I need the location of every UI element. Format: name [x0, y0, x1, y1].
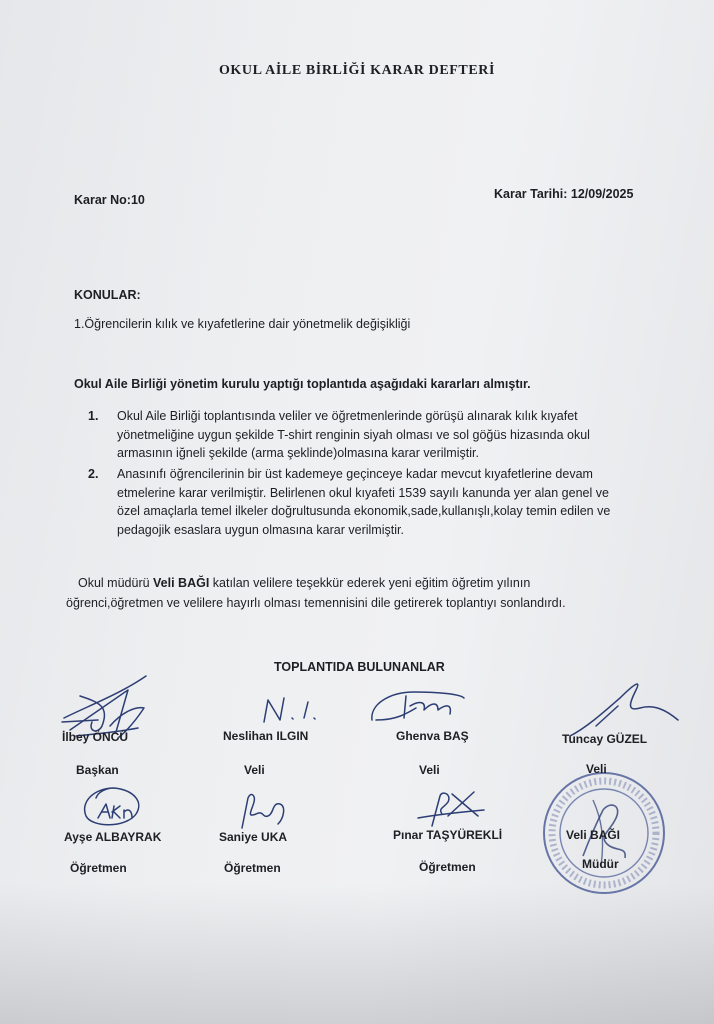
konu-item: 1.Öğrencilerin kılık ve kıyafetlerine dair yönetmelik değişikliği [74, 317, 411, 331]
signature-ghenva-bas [366, 684, 470, 728]
closing-text: katılan velilere teşekkür ederek yeni eğitim öğretim yılının [209, 576, 531, 590]
signature-pinar-tasyurekli [412, 786, 492, 830]
signature-saniye-uka [234, 788, 294, 834]
closing-text: Okul müdürü [78, 576, 154, 590]
attendee-role: Veli [244, 763, 265, 777]
decision-line: özel amaçlarla temel ilkeler doğrultusunda ekonomik,sade,kullanışlı,kolay temin edilen ve [117, 504, 611, 518]
attendee-name: Veli BAĞI [566, 828, 621, 842]
decision-line: Okul Aile Birliği toplantısında veliler ve öğretmenlerinde görüşü alınarak kılık kıyafet [117, 409, 578, 423]
attendee-role: Öğretmen [419, 860, 476, 874]
decision-line: etmelerine karar verilmiştir. Belirlenen okul kıyafeti 1539 sayılı kanunda yer alan genel ve [117, 485, 609, 500]
konular-heading: KONULAR: [74, 288, 141, 302]
intro-text: Okul Aile Birliği yönetim kurulu yaptığı toplantıda aşağıdaki kararları almıştır. [74, 377, 531, 391]
attendee-name: İlbey ÖNCÜ [62, 730, 129, 744]
attendee-role: Başkan [76, 763, 119, 777]
attendee-name: Pınar TAŞYÜREKLİ [393, 828, 503, 842]
closing-line: öğrenci,öğretmen ve velilere hayırlı olması temennisini dile getirerek toplantıyı sonlandırdı. [66, 596, 566, 610]
attendee-role: Veli [586, 762, 607, 776]
attendee-name: Ayşe ALBAYRAK [64, 830, 162, 844]
attendee-role: Veli [419, 763, 440, 777]
closing-paragraph [78, 574, 530, 592]
signature-neslihan-ilgin [258, 694, 328, 730]
signature-ayse-albayrak [78, 782, 148, 832]
closing-principal-name: Veli BAĞI [153, 576, 210, 590]
attendee-role: Öğretmen [224, 861, 281, 875]
decision-number: 2. [88, 467, 99, 481]
attendee-name: Neslihan ILGIN [223, 729, 309, 743]
decision-line: Anasınıfı öğrencilerinin bir üst kademeye geçinceye kadar mevcut kıyafetlerine devam [117, 467, 593, 481]
document-title: OKUL AİLE BİRLİĞİ KARAR DEFTERİ [218, 63, 496, 78]
decision-number: 1. [88, 409, 99, 423]
page-shadow [0, 884, 714, 1024]
attendees-heading: TOPLANTIDA BULUNANLAR [274, 660, 445, 674]
attendee-role: Müdür [582, 857, 619, 871]
karar-no: Karar No:10 [74, 193, 145, 207]
attendee-name: Tuncay GÜZEL [562, 732, 648, 746]
decision-line: pedagojik esaslara uygun olmasına karar verilmiştir. [117, 522, 404, 537]
attendee-name: Saniye UKA [219, 830, 288, 844]
karar-tarihi: Karar Tarihi: 12/09/2025 [494, 187, 634, 201]
decision-line: armasının iğneli şekilde (arma şeklinde)olmasına karar verilmiştir. [117, 446, 479, 460]
attendee-role: Öğretmen [70, 861, 127, 875]
decision-line: yönetmeliğine uygun şekilde T-shirt renginin siyah olması ve sol göğüs hizasında okul [117, 427, 590, 442]
attendee-name: Ghenva BAŞ [396, 729, 469, 743]
